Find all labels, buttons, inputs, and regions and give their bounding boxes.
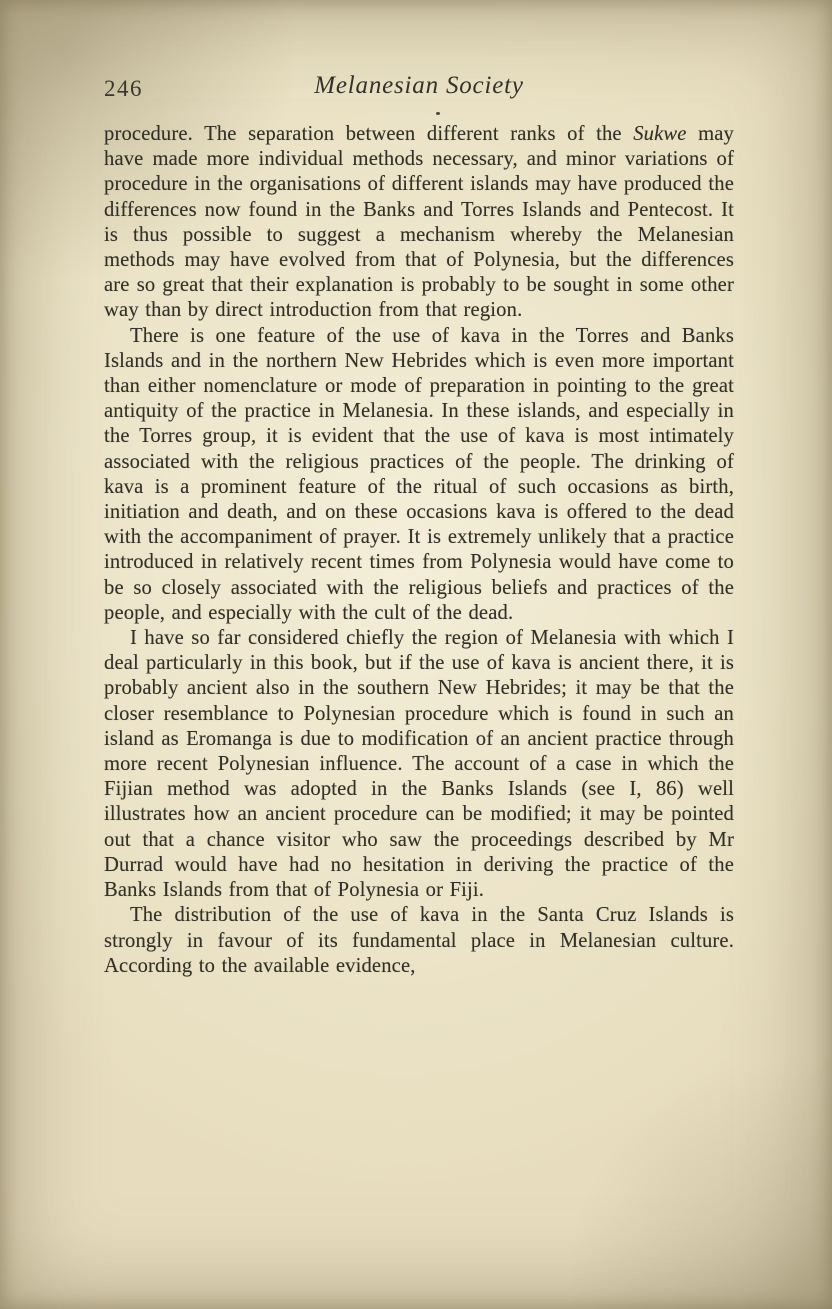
paragraph <box>104 122 734 324</box>
page-body <box>104 122 734 979</box>
page-header <box>104 72 734 106</box>
page-number: 246 <box>104 76 143 101</box>
text-segment: procedure. The separation between different ranks of the <box>104 123 634 145</box>
paragraph <box>104 626 734 903</box>
text-segment: There is one feature of the use of kava in the Torres and Banks Islands and in the northern New Hebrides which is even more important than either nomenclature or mode of preparation in pointing to the great antiquity of the practice in Melanesia. In these islands, and especially in the Torres group, it is evident that the use of kava is most intimately associated with the religious practices of the people. The drinking of kava is a prominent feature of the ritual of such occasions as birth, initiation and death, and on these occasions kava is offered to the dead with the accompaniment of prayer. It is extremely unlikely that a practice introduced in relatively recent times from Polynesia would have come to be so closely associated with the religious beliefs and practices of the people, and especially with the cult of the dead. <box>104 324 734 624</box>
paragraph <box>104 324 734 626</box>
text-segment: may have made more individual methods necessary, and minor variations of procedure in the organisations of different islands may have produced the differences now found in the Banks and Torres Islands and Pentecost. It is thus possible to suggest a mechanism whereby the Melanesian methods may have evolved from that of Polynesia, but the differences are so great that their explanation is probably to be sought in some other way than by direct introduction from that region. <box>104 123 734 322</box>
text-segment: The distribution of the use of kava in the Santa Cruz Islands is strongly in favour of its fundamental place in Melanesian culture. According to the available evidence, <box>104 904 734 977</box>
text-segment: I have so far considered chiefly the region of Melanesia with which I deal particularly in this book, but if the use of kava is ancient there, it is probably ancient also in the southern New Hebrides; it may be that the closer resemblance to Polynesian procedure which is found in such an island as Eromanga is due to modification of an ancient practice through more recent Polynesian influence. The account of a case in which the Fijian method was adopted in the Banks Islands (see I, 86) well illustrates how an ancient procedure can be modified; it may be pointed out that a chance visitor who saw the proceedings described by Mr Durrad would have had no hesitation in deriving the practice of the Banks Islands from that of Polynesia or Fiji. <box>104 627 734 902</box>
running-title: Melanesian Society <box>314 72 524 99</box>
italic-text-segment: Sukwe <box>633 123 687 145</box>
paragraph <box>104 903 734 979</box>
printers-mark <box>436 112 440 115</box>
